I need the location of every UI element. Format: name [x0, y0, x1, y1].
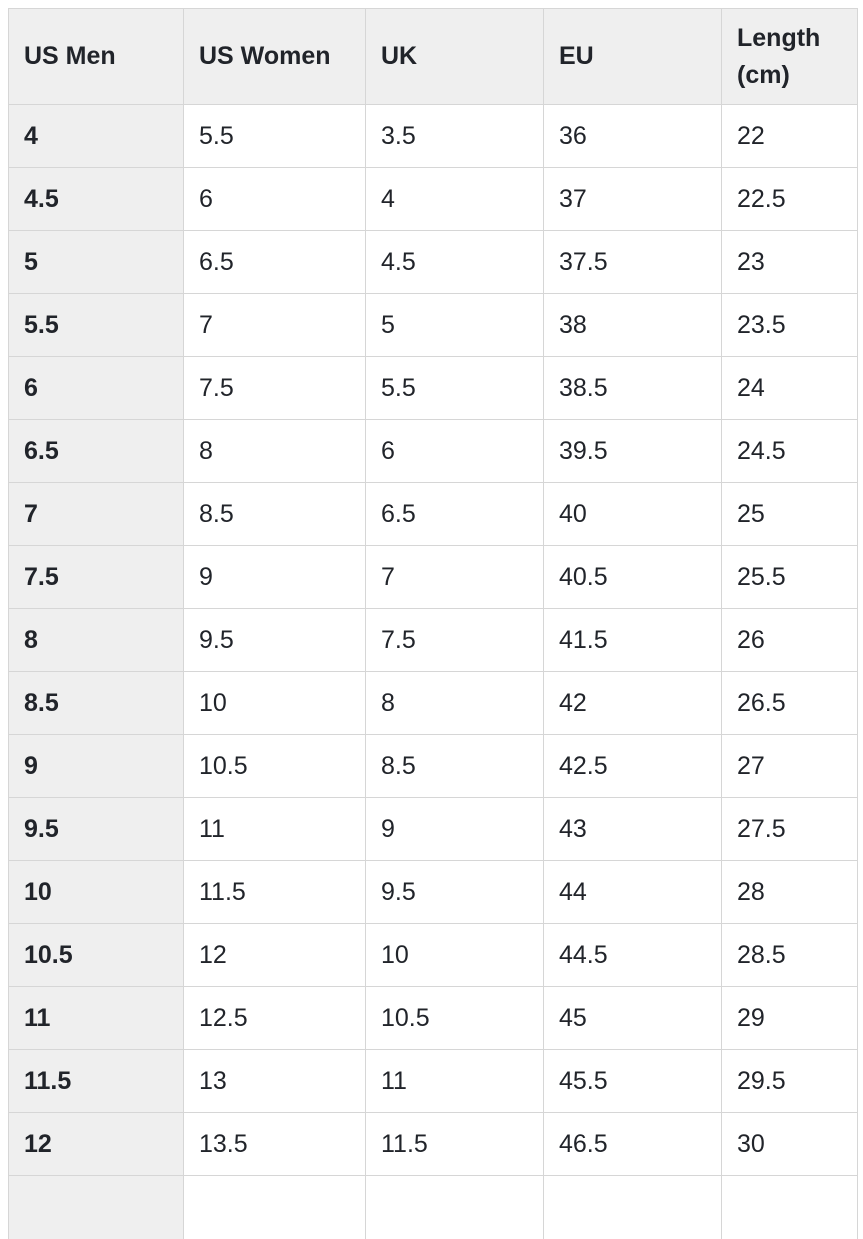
- data-cell: 8: [184, 420, 366, 483]
- row-header-cell: 6.5: [9, 420, 184, 483]
- data-cell: 41.5: [544, 609, 722, 672]
- data-cell: 5.5: [184, 105, 366, 168]
- row-header-cell: [9, 1176, 184, 1239]
- data-cell: 25: [722, 483, 858, 546]
- table-row: [9, 987, 858, 1050]
- data-cell: 40: [544, 483, 722, 546]
- table-row: [9, 231, 858, 294]
- data-cell: 4.5: [366, 231, 544, 294]
- table-row: [9, 672, 858, 735]
- row-header-cell: 4.5: [9, 168, 184, 231]
- row-header-cell: 11.5: [9, 1050, 184, 1113]
- row-header-cell: 12: [9, 1113, 184, 1176]
- data-cell: 5: [366, 294, 544, 357]
- data-cell: 8.5: [366, 735, 544, 798]
- table-row: [9, 735, 858, 798]
- data-cell: 7.5: [184, 357, 366, 420]
- data-cell: 7.5: [366, 609, 544, 672]
- column-header: US Women: [184, 9, 366, 105]
- data-cell: 13.5: [184, 1113, 366, 1176]
- data-cell: 29: [722, 987, 858, 1050]
- data-cell: 46.5: [544, 1113, 722, 1176]
- column-header: EU: [544, 9, 722, 105]
- row-header-cell: 10: [9, 861, 184, 924]
- data-cell: 23: [722, 231, 858, 294]
- data-cell: 43: [544, 798, 722, 861]
- data-cell: 38: [544, 294, 722, 357]
- data-cell: 7: [366, 546, 544, 609]
- data-cell: 22: [722, 105, 858, 168]
- row-header-cell: 8.5: [9, 672, 184, 735]
- data-cell: 45.5: [544, 1050, 722, 1113]
- data-cell: 6.5: [184, 231, 366, 294]
- row-header-cell: 11: [9, 987, 184, 1050]
- data-cell: 4: [366, 168, 544, 231]
- row-header-cell: 5: [9, 231, 184, 294]
- table-row: [9, 924, 858, 987]
- data-cell: 6: [366, 420, 544, 483]
- data-cell: [366, 1176, 544, 1239]
- row-header-cell: 5.5: [9, 294, 184, 357]
- row-header-cell: 4: [9, 105, 184, 168]
- row-header-cell: 8: [9, 609, 184, 672]
- table-row: [9, 483, 858, 546]
- data-cell: 8.5: [184, 483, 366, 546]
- data-cell: 8: [366, 672, 544, 735]
- data-cell: 42.5: [544, 735, 722, 798]
- data-cell: 10.5: [366, 987, 544, 1050]
- table-row: [9, 609, 858, 672]
- data-cell: 3.5: [366, 105, 544, 168]
- data-cell: 37: [544, 168, 722, 231]
- table-row: [9, 1050, 858, 1113]
- data-cell: 45: [544, 987, 722, 1050]
- data-cell: 22.5: [722, 168, 858, 231]
- table-body: [9, 105, 858, 1239]
- data-cell: 9.5: [184, 609, 366, 672]
- data-cell: 23.5: [722, 294, 858, 357]
- shoe-size-conversion-table: [8, 8, 858, 1239]
- data-cell: 28.5: [722, 924, 858, 987]
- table-row: [9, 294, 858, 357]
- data-cell: 11: [184, 798, 366, 861]
- data-cell: 11: [366, 1050, 544, 1113]
- data-cell: 9: [184, 546, 366, 609]
- data-cell: 7: [184, 294, 366, 357]
- data-cell: 10: [184, 672, 366, 735]
- data-cell: [184, 1176, 366, 1239]
- data-cell: 40.5: [544, 546, 722, 609]
- data-cell: 42: [544, 672, 722, 735]
- data-cell: 5.5: [366, 357, 544, 420]
- data-cell: 11.5: [366, 1113, 544, 1176]
- table-header: [9, 9, 858, 105]
- row-header-cell: 9: [9, 735, 184, 798]
- data-cell: 38.5: [544, 357, 722, 420]
- data-cell: 26.5: [722, 672, 858, 735]
- data-cell: 10: [366, 924, 544, 987]
- table-row: [9, 105, 858, 168]
- column-header: US Men: [9, 9, 184, 105]
- column-header: UK: [366, 9, 544, 105]
- data-cell: 6: [184, 168, 366, 231]
- table-row: [9, 357, 858, 420]
- data-cell: 44: [544, 861, 722, 924]
- data-cell: 28: [722, 861, 858, 924]
- row-header-cell: 9.5: [9, 798, 184, 861]
- partial-table-row: [9, 1176, 858, 1239]
- table-row: [9, 861, 858, 924]
- data-cell: 36: [544, 105, 722, 168]
- data-cell: 24: [722, 357, 858, 420]
- header-row: [9, 9, 858, 105]
- table-row: [9, 546, 858, 609]
- data-cell: 6.5: [366, 483, 544, 546]
- data-cell: [722, 1176, 858, 1239]
- table-row: [9, 1113, 858, 1176]
- row-header-cell: 10.5: [9, 924, 184, 987]
- row-header-cell: 7: [9, 483, 184, 546]
- column-header: Length (cm): [722, 9, 858, 105]
- data-cell: 26: [722, 609, 858, 672]
- data-cell: 24.5: [722, 420, 858, 483]
- table-row: [9, 798, 858, 861]
- data-cell: 10.5: [184, 735, 366, 798]
- table-row: [9, 168, 858, 231]
- row-header-cell: 6: [9, 357, 184, 420]
- data-cell: 27: [722, 735, 858, 798]
- data-cell: 25.5: [722, 546, 858, 609]
- data-cell: 27.5: [722, 798, 858, 861]
- data-cell: 9.5: [366, 861, 544, 924]
- data-cell: 11.5: [184, 861, 366, 924]
- data-cell: 12.5: [184, 987, 366, 1050]
- data-cell: 13: [184, 1050, 366, 1113]
- data-cell: 9: [366, 798, 544, 861]
- table-row: [9, 420, 858, 483]
- data-cell: 30: [722, 1113, 858, 1176]
- data-cell: 44.5: [544, 924, 722, 987]
- data-cell: 37.5: [544, 231, 722, 294]
- data-cell: 29.5: [722, 1050, 858, 1113]
- data-cell: 12: [184, 924, 366, 987]
- data-cell: [544, 1176, 722, 1239]
- data-cell: 39.5: [544, 420, 722, 483]
- row-header-cell: 7.5: [9, 546, 184, 609]
